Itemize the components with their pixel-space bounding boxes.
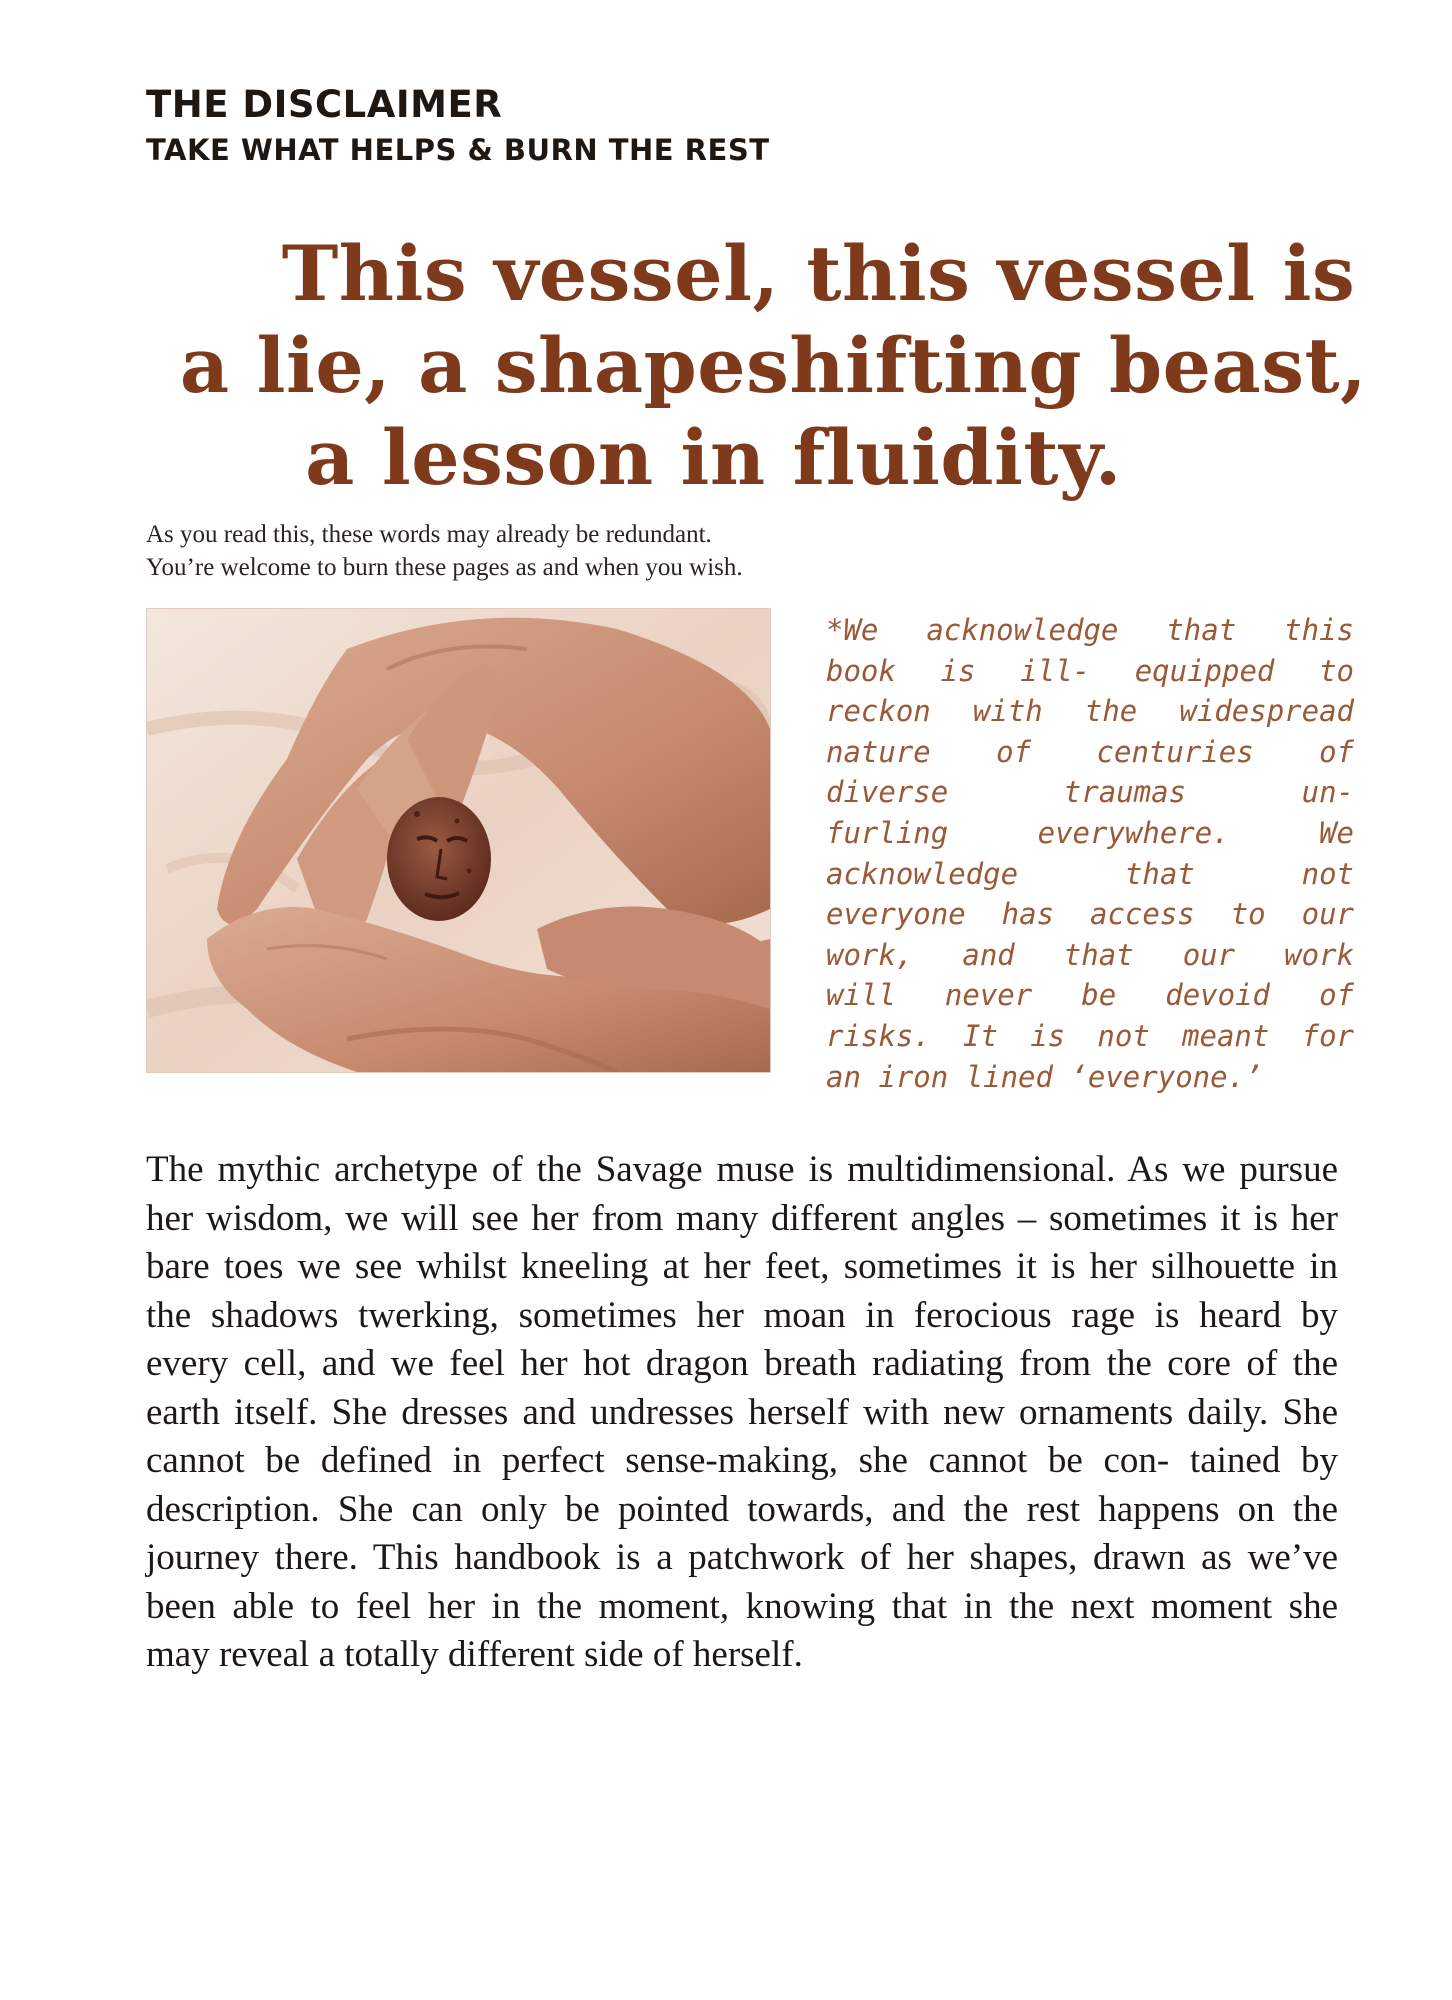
note-line: book is ill- equipped to [826,653,1354,688]
note-line: nature of centuries of [826,734,1354,769]
note-line: everyone has access to our [826,897,1354,932]
note-line: work, and that our work [826,937,1354,972]
body-line: earth itself. She dresses and undresses herself with new ornaments daily. She [146,1391,1338,1433]
section-heading [146,82,769,170]
headline [146,228,1401,504]
section-title: THE DISCLAIMER [146,83,503,126]
body-line: bare toes we see whilst kneeling at her feet, sometimes it is her silhouette in [146,1246,1338,1287]
note-line: will never be devoid of [826,978,1354,1013]
hands-figurine-illustration [147,609,770,1072]
section-subtitle: TAKE WHAT HELPS & BURN THE REST [146,133,770,167]
headline-line: a lie, a shapeshifting beast, [179,321,1368,410]
headline-line: This vessel, this vessel is [281,229,1356,318]
body-line: description. She can only be pointed towards, and the rest happens on the [146,1488,1338,1530]
acknowledgement-note [826,610,1354,1097]
body-line: every cell, and we feel her hot dragon breath radiating from the core of the [146,1343,1338,1384]
hands-holding-figurine-photo [146,608,771,1073]
body-line: been able to feel her in the moment, knowing that in the next moment she [146,1585,1338,1627]
note-line: acknowledge that not [826,856,1354,891]
note-line: diverse traumas un- [826,775,1354,810]
note-line: furling everywhere. We [826,815,1354,850]
intro-line: As you read this, these words may already be redundant. [146,521,712,548]
body-line: the shadows twerking, sometimes her moan in ferocious rage is heard by [146,1294,1338,1336]
note-line: an iron lined ‘everyone.’ [826,1059,1263,1094]
body-line: her wisdom, we will see her from many different angles – sometimes it is her [146,1197,1338,1239]
body-line: The mythic archetype of the Savage muse is multidimensional. As we pursue [146,1149,1338,1190]
intro-line: You’re welcome to burn these pages as and when you wish. [146,554,743,581]
body-line: journey there. This handbook is a patchwork of her shapes, drawn as we’ve [146,1537,1338,1578]
intro-text [146,518,926,584]
headline-line: a lesson in fluidity. [305,413,1122,502]
note-line: reckon with the widespread [826,694,1354,729]
body-line: cannot be defined in perfect sense-making, she cannot be con- tained by [146,1440,1338,1481]
note-line: risks. It is not meant for [826,1018,1354,1053]
note-line: *We acknowledge that this [826,613,1354,647]
body-paragraph [146,1146,1338,1680]
body-line: may reveal a totally different side of herself. [146,1634,803,1675]
